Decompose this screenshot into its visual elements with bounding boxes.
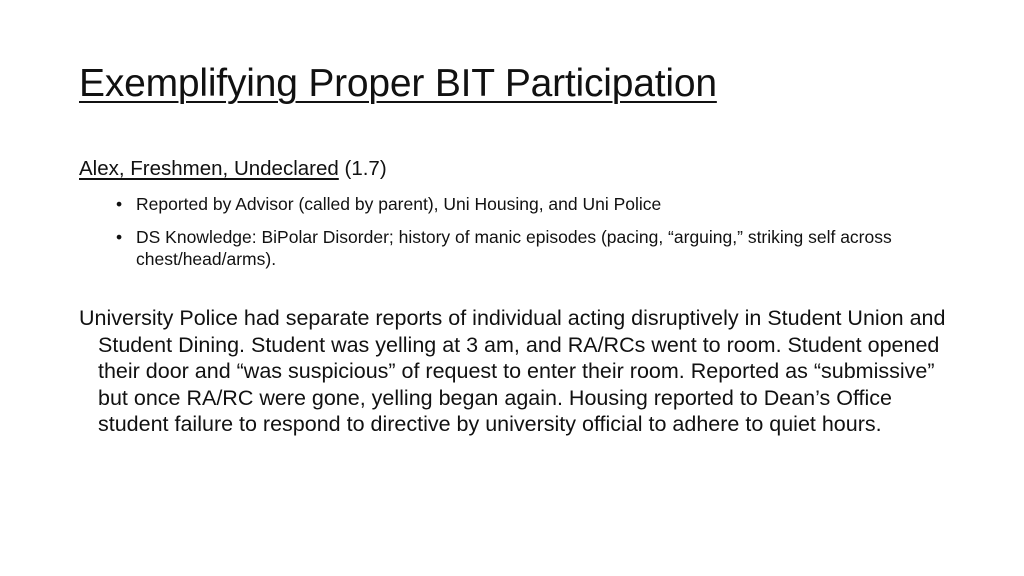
bullet-item xyxy=(116,193,916,215)
incident-narrative: University Police had separate reports of individual acting disruptively in Student Union and Student Dining. Student was yelling at 3 am, and RA/RCs went to room. Student opened their door and “was suspicious” of request to enter their room. Reported as “submissive” but once RA/RC were gone, yelling began again. Housing reported to Dean’s Office student failure to respond to directive by university official to adhere to quiet hours. xyxy=(79,306,946,436)
slide-title: Exemplifying Proper BIT Participation xyxy=(79,62,717,105)
case-name: Alex, Freshmen, Undeclared xyxy=(79,157,339,180)
bullet-item xyxy=(116,226,916,270)
bullet-icon: • xyxy=(116,194,123,214)
bullet-text: Reported by Advisor (called by parent), Uni Housing, and Uni Police xyxy=(136,194,662,214)
case-bullet-list xyxy=(116,193,916,281)
case-score: (1.7) xyxy=(344,157,387,180)
case-heading xyxy=(79,157,387,181)
bullet-text: DS Knowledge: BiPolar Disorder; history of manic episodes (pacing, “arguing,” striking self across chest/head/arms). xyxy=(136,227,892,269)
bullet-icon: • xyxy=(116,227,123,247)
